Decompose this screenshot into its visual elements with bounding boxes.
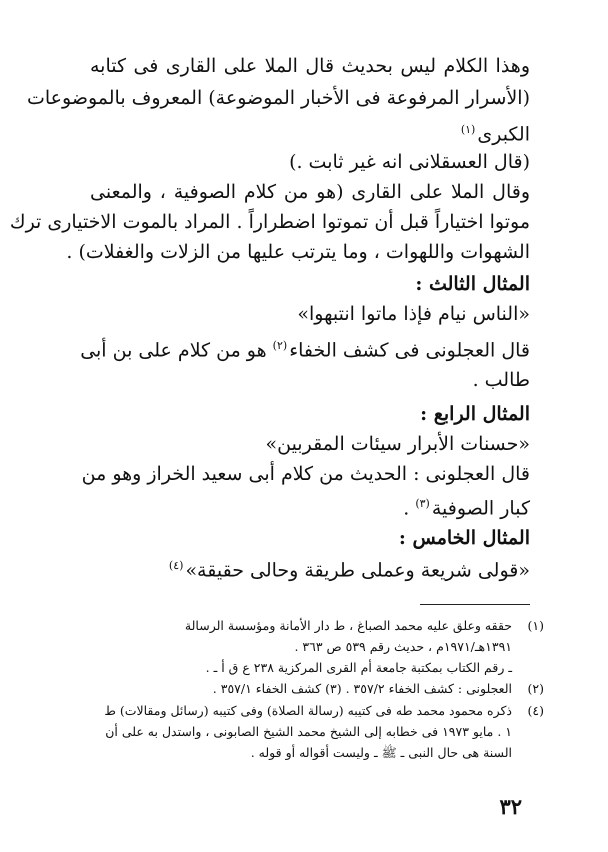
quote-5 bbox=[90, 552, 530, 584]
body-text: . bbox=[403, 497, 410, 520]
footnote-ref-2[interactable]: (٢) bbox=[272, 339, 288, 352]
footnote-ref-3[interactable]: (٣) bbox=[415, 497, 430, 510]
footnote-number-1: (١) bbox=[527, 618, 544, 633]
section-heading-4: المثال الرابع : bbox=[420, 403, 530, 425]
body-text: قال العجلونى فى كشف الخفاء bbox=[289, 339, 530, 362]
footnote-1-line-3: ـ رقم الكتاب بمكتبة جامعة أم القرى المركزية ٢٣٨ ع ق أ ـ . bbox=[205, 660, 512, 675]
body-line-6: موتوا اختياراً قبل أن تموتوا اضطراراً . المراد بالموت الاختيارى ترك bbox=[9, 211, 530, 233]
quote-3: «الناس نيام فإذا ماتوا انتبهوا» bbox=[297, 303, 530, 325]
footnote-ref-4[interactable]: (٤) bbox=[168, 559, 184, 572]
body-line-3 bbox=[90, 116, 530, 148]
footnote-ref-1[interactable]: (١) bbox=[460, 123, 476, 136]
body-line-8 bbox=[80, 332, 530, 364]
footnote-number-4: (٤) bbox=[527, 703, 544, 718]
body-line-9: طالب . bbox=[472, 369, 530, 391]
body-text: هو من كلام على بن أبى bbox=[80, 339, 267, 362]
footnote-separator bbox=[420, 604, 530, 605]
body-line-11 bbox=[90, 490, 530, 522]
body-line-4: (قال العسقلانى انه غير ثابت .) bbox=[289, 151, 530, 173]
body-text: الكبرى bbox=[477, 123, 530, 146]
page-number: ٣٢ bbox=[499, 794, 522, 819]
body-line-7: الشهوات واللهوات ، وما يترتب عليها من الزلات والغفلات) . bbox=[66, 241, 530, 263]
footnote-1-line-1: حققه وعلق عليه محمد الصباغ ، ط دار الأمانة ومؤسسة الرسالة bbox=[184, 618, 512, 633]
body-text: كبار الصوفية bbox=[431, 497, 530, 520]
footnote-1-line-2: ١٣٩١هـ/١٩٧١م ، حديث رقم ٥٣٩ ص ٣٦٣ . bbox=[294, 639, 512, 654]
body-line-1: وهذا الكلام ليس بحديث قال الملا على القارى فى كتابه bbox=[90, 55, 530, 77]
body-line-2: (الأسرار المرفوعة فى الأخبار الموضوعة) المعروف بالموضوعات bbox=[26, 87, 530, 109]
section-heading-3: المثال الثالث : bbox=[415, 273, 530, 295]
footnote-4-line-2: ١ . مايو ١٩٧٣ فى خطابه إلى الشيخ محمد الشيخ الصابونى ، واستدل به على أن bbox=[105, 724, 512, 739]
section-heading-5: المثال الخامس : bbox=[398, 527, 530, 549]
body-line-10: قال العجلونى : الحديث من كلام أبى سعيد الخراز وهو من bbox=[81, 463, 530, 485]
footnote-number-2: (٢) bbox=[527, 681, 544, 696]
quote-text: «قولى شريعة وعملى طريقة وحالى حقيقة» bbox=[185, 559, 530, 582]
footnote-4-line-1: ذكره محمود محمد طه فى كتيبه (رسالة الصلاة) وفى كتيبه (رسائل ومقالات) ط bbox=[104, 703, 512, 718]
footnote-2-line: العجلونى : كشف الخفاء ٣٥٧/٢ . (٣) كشف الخفاء ٣٥٧/١ . bbox=[212, 681, 512, 696]
body-line-5: وقال الملا على القارى (هو من كلام الصوفية ، والمعنى bbox=[90, 181, 530, 203]
footnote-4-line-3: السنة هى حال النبى ـ ﷺ ـ وليست أقواله أو قوله . bbox=[250, 745, 512, 760]
quote-4: «حسنات الأبرار سيئات المقربين» bbox=[265, 433, 530, 455]
